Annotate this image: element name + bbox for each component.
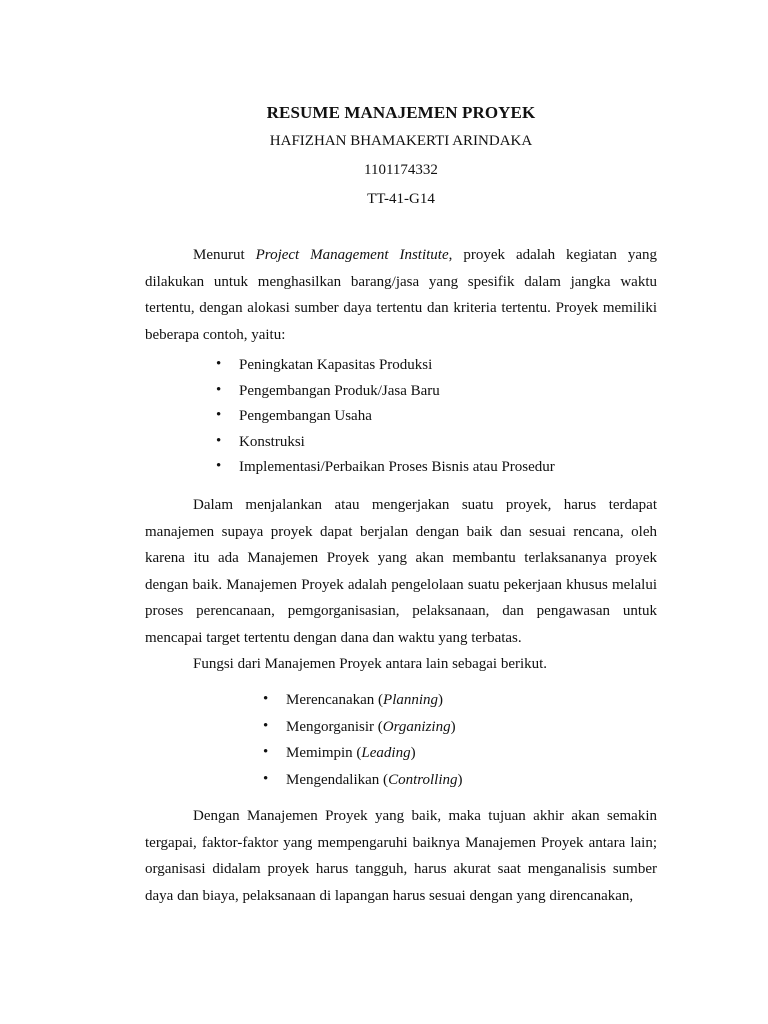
list-item <box>216 406 555 432</box>
paragraph-intro-text-end: , proyek adalah kegiatan yang dilakukan untuk menghasilkan barang/jasa yang spesifik dalam jangka waktu tertentu, dengan alokasi sumber daya tertentu dan kriteria tertentu. Proyek memiliki beberapa contoh, yaitu: <box>145 247 657 343</box>
paragraph-functions-intro <box>145 654 657 674</box>
function-label: Mengendalikan ( <box>286 771 389 788</box>
project-examples-list <box>216 355 555 483</box>
list-item <box>216 355 555 381</box>
bullet-icon: • <box>216 432 222 449</box>
student-id: 1101174332 <box>364 162 438 178</box>
list-item <box>263 717 463 744</box>
function-close: ) <box>438 692 444 708</box>
list-item <box>263 743 463 770</box>
function-label: Mengorganisir ( <box>286 718 383 735</box>
paragraph-management-definition <box>145 492 657 651</box>
function-term: Leading <box>361 745 411 761</box>
management-functions-list <box>263 690 463 796</box>
bullet-icon: • <box>263 744 269 760</box>
function-label: Memimpin ( <box>286 745 362 761</box>
author-name: HAFIZHAN BHAMAKERTI ARINDAKA <box>269 133 533 149</box>
list-item-text: Konstruksi <box>239 433 305 450</box>
function-label: Merencanakan ( <box>286 692 384 708</box>
function-close: ) <box>450 718 456 735</box>
list-item <box>216 432 555 458</box>
bullet-icon: • <box>216 356 222 372</box>
function-term: Controlling <box>388 771 458 788</box>
paragraph-intro <box>145 242 657 348</box>
paragraph-intro-text-start: Menurut <box>193 247 256 263</box>
list-item-text: Pengembangan Usaha <box>239 408 372 424</box>
paragraph-success-factors <box>145 803 657 909</box>
bullet-icon: • <box>216 407 222 423</box>
bullet-icon: • <box>216 458 222 474</box>
list-item-text: Peningkatan Kapasitas Produksi <box>239 357 433 373</box>
list-item <box>263 770 463 797</box>
document-title: RESUME MANAJEMEN PROYEK <box>266 103 536 122</box>
list-item <box>216 381 555 407</box>
function-close: ) <box>410 745 416 761</box>
class-code: TT-41-G14 <box>367 191 435 207</box>
list-item <box>216 457 555 483</box>
list-item <box>263 690 463 717</box>
bullet-icon: • <box>263 770 269 787</box>
list-item-text: Implementasi/Perbaikan Proses Bisnis atau Prosedur <box>239 459 555 475</box>
paragraph-intro-emphasis: Project Management Institute <box>255 247 449 263</box>
bullet-icon: • <box>263 717 269 734</box>
function-close: ) <box>457 771 463 788</box>
paragraph-success-factors-text: Dengan Manajemen Proyek yang baik, maka tujuan akhir akan semakin tergapai, faktor-faktor yang mempengaruhi baiknya Manajemen Proyek antara lain; organisasi didalam proyek harus tangguh, harus akurat saat menganalisis sumber daya dan biaya, pelaksanaan di lapangan harus sesuai dengan yang direncanakan, <box>145 808 657 904</box>
bullet-icon: • <box>216 381 222 398</box>
paragraph-management-definition-text: Dalam menjalankan atau mengerjakan suatu proyek, harus terdapat manajemen supaya proyek dapat berjalan dengan baik dan sesuai rencana, oleh karena itu ada Manajemen Proyek yang akan membantu terlaksananya proyek dengan baik. Manajemen Proyek adalah pengelolaan suatu pekerjaan khusus melalui proses perencanaan, pemgorganisasian, pelaksanaan, dan pengawasan untuk mencapai target tertentu dengan dana dan waktu yang terbatas. <box>145 497 657 646</box>
function-term: Planning <box>383 692 439 708</box>
function-term: Organizing <box>382 718 451 735</box>
list-item-text: Pengembangan Produk/Jasa Baru <box>239 382 440 399</box>
bullet-icon: • <box>263 691 269 707</box>
paragraph-functions-intro-text: Fungsi dari Manajemen Proyek antara lain sebagai berikut. <box>193 656 548 672</box>
